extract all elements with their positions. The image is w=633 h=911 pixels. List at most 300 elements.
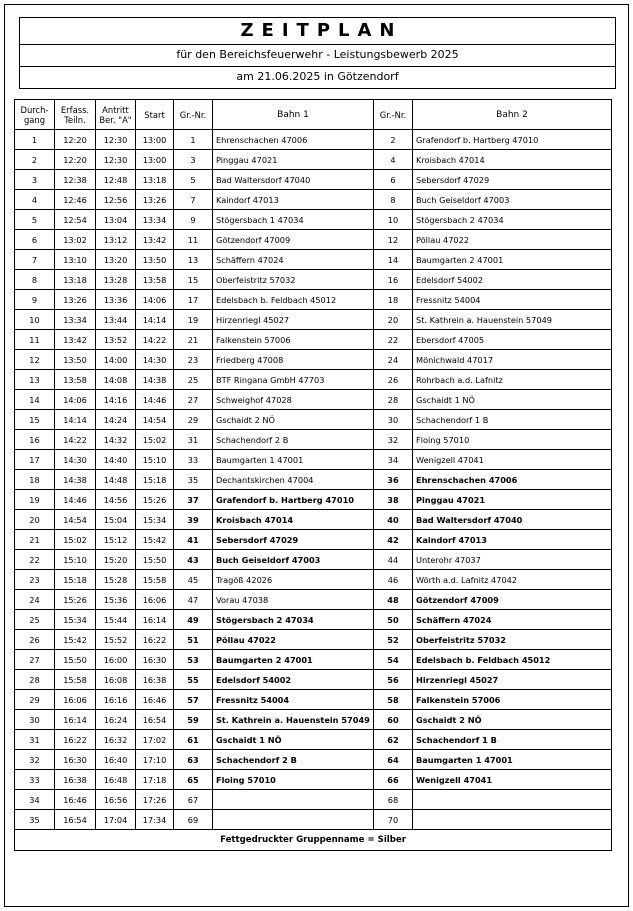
bahn-1-team-cell: BTF Ringana GmbH 47703 — [213, 370, 374, 390]
group-number-2-cell: 62 — [374, 730, 413, 750]
group-number-1-cell: 65 — [174, 770, 213, 790]
bahn-1-team-cell: Edelsdorf 54002 — [213, 670, 374, 690]
erfass-cell: 16:38 — [55, 770, 96, 790]
start-cell: 16:22 — [136, 630, 174, 650]
group-number-2-cell: 58 — [374, 690, 413, 710]
col-header-durchgang: Durch-gang — [15, 100, 55, 130]
erfass-cell: 15:18 — [55, 570, 96, 590]
table-row — [15, 490, 612, 510]
durchgang-cell: 23 — [15, 570, 55, 590]
erfass-cell: 15:26 — [55, 590, 96, 610]
erfass-cell: 14:46 — [55, 490, 96, 510]
group-number-2-cell: 22 — [374, 330, 413, 350]
start-cell: 15:42 — [136, 530, 174, 550]
antritt-cell: 12:48 — [96, 170, 136, 190]
bahn-1-team-cell: Sebersdorf 47029 — [213, 530, 374, 550]
group-number-1-cell: 47 — [174, 590, 213, 610]
erfass-cell: 12:20 — [55, 130, 96, 150]
erfass-cell: 16:06 — [55, 690, 96, 710]
erfass-cell: 12:20 — [55, 150, 96, 170]
start-cell: 14:38 — [136, 370, 174, 390]
group-number-1-cell: 3 — [174, 150, 213, 170]
table-row — [15, 510, 612, 530]
bahn-1-team-cell: Tragöß 42026 — [213, 570, 374, 590]
table-row — [15, 270, 612, 290]
group-number-2-cell: 8 — [374, 190, 413, 210]
group-number-1-cell: 41 — [174, 530, 213, 550]
antritt-cell: 14:56 — [96, 490, 136, 510]
bahn-2-team-cell — [413, 810, 612, 830]
durchgang-cell: 18 — [15, 470, 55, 490]
durchgang-cell: 31 — [15, 730, 55, 750]
table-row — [15, 150, 612, 170]
group-number-2-cell: 44 — [374, 550, 413, 570]
durchgang-cell: 27 — [15, 650, 55, 670]
col-header-gr-nr-1: Gr.-Nr. — [174, 100, 213, 130]
bahn-2-team-cell: Oberfeistritz 57032 — [413, 630, 612, 650]
antritt-cell: 16:32 — [96, 730, 136, 750]
group-number-1-cell: 27 — [174, 390, 213, 410]
group-number-1-cell: 21 — [174, 330, 213, 350]
start-cell: 13:26 — [136, 190, 174, 210]
group-number-2-cell: 24 — [374, 350, 413, 370]
group-number-2-cell: 4 — [374, 150, 413, 170]
group-number-1-cell: 35 — [174, 470, 213, 490]
group-number-2-cell: 18 — [374, 290, 413, 310]
bahn-2-team-cell: Rohrbach a.d. Lafnitz — [413, 370, 612, 390]
group-number-2-cell: 28 — [374, 390, 413, 410]
group-number-2-cell: 6 — [374, 170, 413, 190]
durchgang-cell: 29 — [15, 690, 55, 710]
start-cell: 13:50 — [136, 250, 174, 270]
table-row — [15, 210, 612, 230]
bahn-2-team-cell: Buch Geiseldorf 47003 — [413, 190, 612, 210]
erfass-cell: 16:22 — [55, 730, 96, 750]
start-cell: 16:54 — [136, 710, 174, 730]
group-number-1-cell: 57 — [174, 690, 213, 710]
table-row — [15, 470, 612, 490]
antritt-cell: 16:48 — [96, 770, 136, 790]
durchgang-cell: 10 — [15, 310, 55, 330]
erfass-cell: 13:34 — [55, 310, 96, 330]
start-cell: 15:10 — [136, 450, 174, 470]
antritt-cell: 17:04 — [96, 810, 136, 830]
group-number-1-cell: 69 — [174, 810, 213, 830]
bahn-2-team-cell: Edelsbach b. Feldbach 45012 — [413, 650, 612, 670]
group-number-1-cell: 55 — [174, 670, 213, 690]
table-row — [15, 350, 612, 370]
antritt-cell: 14:16 — [96, 390, 136, 410]
erfass-cell: 14:22 — [55, 430, 96, 450]
bahn-2-team-cell: Pinggau 47021 — [413, 490, 612, 510]
erfass-cell: 12:38 — [55, 170, 96, 190]
start-cell: 13:42 — [136, 230, 174, 250]
erfass-cell: 15:42 — [55, 630, 96, 650]
group-number-2-cell: 64 — [374, 750, 413, 770]
antritt-cell: 14:24 — [96, 410, 136, 430]
table-row — [15, 650, 612, 670]
erfass-cell: 13:58 — [55, 370, 96, 390]
group-number-1-cell: 1 — [174, 130, 213, 150]
antritt-cell: 13:52 — [96, 330, 136, 350]
group-number-2-cell: 46 — [374, 570, 413, 590]
erfass-cell: 13:10 — [55, 250, 96, 270]
durchgang-cell: 7 — [15, 250, 55, 270]
group-number-1-cell: 43 — [174, 550, 213, 570]
antritt-cell: 15:12 — [96, 530, 136, 550]
bahn-1-team-cell: Kaindorf 47013 — [213, 190, 374, 210]
erfass-cell: 14:38 — [55, 470, 96, 490]
antritt-cell: 13:20 — [96, 250, 136, 270]
table-row — [15, 630, 612, 650]
durchgang-cell: 32 — [15, 750, 55, 770]
col-header-start: Start — [136, 100, 174, 130]
bahn-2-team-cell: Ebersdorf 47005 — [413, 330, 612, 350]
group-number-1-cell: 31 — [174, 430, 213, 450]
antritt-cell: 12:56 — [96, 190, 136, 210]
start-cell: 17:02 — [136, 730, 174, 750]
group-number-2-cell: 14 — [374, 250, 413, 270]
bahn-1-team-cell: Pinggau 47021 — [213, 150, 374, 170]
bahn-1-team-cell: Vorau 47038 — [213, 590, 374, 610]
antritt-cell: 14:08 — [96, 370, 136, 390]
bahn-2-team-cell: Götzendorf 47009 — [413, 590, 612, 610]
bahn-2-team-cell: Kaindorf 47013 — [413, 530, 612, 550]
erfass-cell: 14:30 — [55, 450, 96, 470]
table-row — [15, 770, 612, 790]
table-row — [15, 810, 612, 830]
group-number-1-cell: 9 — [174, 210, 213, 230]
table-row — [15, 750, 612, 770]
footer-row — [15, 830, 612, 851]
table-row — [15, 330, 612, 350]
bahn-1-team-cell: Pöllau 47022 — [213, 630, 374, 650]
start-cell: 17:10 — [136, 750, 174, 770]
durchgang-cell: 30 — [15, 710, 55, 730]
bahn-2-team-cell: Unterohr 47037 — [413, 550, 612, 570]
start-cell: 15:58 — [136, 570, 174, 590]
antritt-cell: 15:04 — [96, 510, 136, 530]
antritt-cell: 16:16 — [96, 690, 136, 710]
start-cell: 16:38 — [136, 670, 174, 690]
bahn-2-team-cell: Baumgarten 2 47001 — [413, 250, 612, 270]
start-cell: 17:26 — [136, 790, 174, 810]
antritt-cell: 15:44 — [96, 610, 136, 630]
bahn-1-team-cell: Ehrenschachen 47006 — [213, 130, 374, 150]
table-row — [15, 550, 612, 570]
group-number-1-cell: 17 — [174, 290, 213, 310]
table-row — [15, 370, 612, 390]
durchgang-cell: 20 — [15, 510, 55, 530]
durchgang-cell: 4 — [15, 190, 55, 210]
durchgang-cell: 2 — [15, 150, 55, 170]
bahn-2-team-cell: Gschaidt 1 NÖ — [413, 390, 612, 410]
bahn-1-team-cell: Gschaidt 2 NÖ — [213, 410, 374, 430]
group-number-2-cell: 20 — [374, 310, 413, 330]
start-cell: 15:26 — [136, 490, 174, 510]
bahn-1-team-cell: Edelsbach b. Feldbach 45012 — [213, 290, 374, 310]
bahn-1-team-cell: Floing 57010 — [213, 770, 374, 790]
group-number-2-cell: 26 — [374, 370, 413, 390]
group-number-2-cell: 54 — [374, 650, 413, 670]
durchgang-cell: 8 — [15, 270, 55, 290]
group-number-1-cell: 61 — [174, 730, 213, 750]
start-cell: 16:46 — [136, 690, 174, 710]
erfass-cell: 14:54 — [55, 510, 96, 530]
bahn-2-team-cell: Stögersbach 2 47034 — [413, 210, 612, 230]
table-row — [15, 710, 612, 730]
erfass-cell: 12:46 — [55, 190, 96, 210]
start-cell: 17:34 — [136, 810, 174, 830]
col-header-antritt: Antritt Ber. "A" — [96, 100, 136, 130]
bahn-2-team-cell: Schäffern 47024 — [413, 610, 612, 630]
table-row — [15, 790, 612, 810]
durchgang-cell: 34 — [15, 790, 55, 810]
antritt-cell: 16:40 — [96, 750, 136, 770]
erfass-cell: 16:54 — [55, 810, 96, 830]
bahn-2-team-cell: Baumgarten 1 47001 — [413, 750, 612, 770]
bahn-1-team-cell: Grafendorf b. Hartberg 47010 — [213, 490, 374, 510]
table-row — [15, 670, 612, 690]
start-cell: 14:30 — [136, 350, 174, 370]
col-header-erfass: Erfass. Teiln. — [55, 100, 96, 130]
table-row — [15, 590, 612, 610]
erfass-cell: 16:14 — [55, 710, 96, 730]
durchgang-cell: 3 — [15, 170, 55, 190]
table-row — [15, 410, 612, 430]
group-number-2-cell: 34 — [374, 450, 413, 470]
bahn-1-team-cell: Schäffern 47024 — [213, 250, 374, 270]
group-number-2-cell: 48 — [374, 590, 413, 610]
erfass-cell: 16:46 — [55, 790, 96, 810]
antritt-cell: 15:20 — [96, 550, 136, 570]
page-subtitle: für den Bereichsfeuerwehr - Leistungsbewerb 2025 — [19, 45, 616, 67]
durchgang-cell: 5 — [15, 210, 55, 230]
bahn-1-team-cell: Kroisbach 47014 — [213, 510, 374, 530]
bahn-2-team-cell: Floing 57010 — [413, 430, 612, 450]
group-number-1-cell: 53 — [174, 650, 213, 670]
bahn-2-team-cell: Ehrenschachen 47006 — [413, 470, 612, 490]
group-number-1-cell: 19 — [174, 310, 213, 330]
table-header-row — [15, 100, 612, 130]
group-number-2-cell: 2 — [374, 130, 413, 150]
bahn-1-team-cell: Buch Geiseldorf 47003 — [213, 550, 374, 570]
group-number-2-cell: 16 — [374, 270, 413, 290]
bahn-2-team-cell: Fressnitz 54004 — [413, 290, 612, 310]
durchgang-cell: 9 — [15, 290, 55, 310]
table-row — [15, 390, 612, 410]
table-row — [15, 170, 612, 190]
start-cell: 13:18 — [136, 170, 174, 190]
group-number-1-cell: 33 — [174, 450, 213, 470]
table-row — [15, 530, 612, 550]
bahn-1-team-cell: Gschaidt 1 NÖ — [213, 730, 374, 750]
table-row — [15, 570, 612, 590]
group-number-1-cell: 13 — [174, 250, 213, 270]
group-number-1-cell: 67 — [174, 790, 213, 810]
bahn-1-team-cell: Hirzenriegl 45027 — [213, 310, 374, 330]
group-number-1-cell: 25 — [174, 370, 213, 390]
erfass-cell: 12:54 — [55, 210, 96, 230]
start-cell: 14:22 — [136, 330, 174, 350]
erfass-cell: 16:30 — [55, 750, 96, 770]
bahn-1-team-cell: Fressnitz 54004 — [213, 690, 374, 710]
start-cell: 16:30 — [136, 650, 174, 670]
durchgang-cell: 21 — [15, 530, 55, 550]
bahn-1-team-cell: Schachendorf 2 B — [213, 430, 374, 450]
erfass-cell: 15:02 — [55, 530, 96, 550]
bahn-2-team-cell: Sebersdorf 47029 — [413, 170, 612, 190]
group-number-2-cell: 66 — [374, 770, 413, 790]
bahn-2-team-cell: Wörth a.d. Lafnitz 47042 — [413, 570, 612, 590]
durchgang-cell: 26 — [15, 630, 55, 650]
start-cell: 17:18 — [136, 770, 174, 790]
start-cell: 14:14 — [136, 310, 174, 330]
antritt-cell: 13:44 — [96, 310, 136, 330]
bahn-1-team-cell: Friedberg 47008 — [213, 350, 374, 370]
antritt-cell: 12:30 — [96, 130, 136, 150]
group-number-2-cell: 52 — [374, 630, 413, 650]
group-number-1-cell: 23 — [174, 350, 213, 370]
bahn-2-team-cell: Mönichwald 47017 — [413, 350, 612, 370]
antritt-cell: 16:08 — [96, 670, 136, 690]
antritt-cell: 15:36 — [96, 590, 136, 610]
group-number-1-cell: 39 — [174, 510, 213, 530]
durchgang-cell: 24 — [15, 590, 55, 610]
group-number-1-cell: 45 — [174, 570, 213, 590]
group-number-1-cell: 59 — [174, 710, 213, 730]
start-cell: 14:46 — [136, 390, 174, 410]
group-number-1-cell: 63 — [174, 750, 213, 770]
bahn-1-team-cell: Falkenstein 57006 — [213, 330, 374, 350]
bahn-1-team-cell: Stögersbach 1 47034 — [213, 210, 374, 230]
erfass-cell: 13:42 — [55, 330, 96, 350]
erfass-cell: 13:02 — [55, 230, 96, 250]
start-cell: 16:06 — [136, 590, 174, 610]
start-cell: 13:34 — [136, 210, 174, 230]
page-title: ZEITPLAN — [19, 17, 616, 45]
erfass-cell: 15:10 — [55, 550, 96, 570]
group-number-1-cell: 11 — [174, 230, 213, 250]
antritt-cell: 14:32 — [96, 430, 136, 450]
group-number-1-cell: 49 — [174, 610, 213, 630]
start-cell: 13:00 — [136, 150, 174, 170]
erfass-cell: 14:14 — [55, 410, 96, 430]
bahn-1-team-cell: Götzendorf 47009 — [213, 230, 374, 250]
durchgang-cell: 12 — [15, 350, 55, 370]
group-number-1-cell: 5 — [174, 170, 213, 190]
durchgang-cell: 25 — [15, 610, 55, 630]
table-row — [15, 230, 612, 250]
group-number-2-cell: 60 — [374, 710, 413, 730]
legend-note: Fettgedruckter Gruppenname = Silber — [15, 830, 612, 851]
start-cell: 15:34 — [136, 510, 174, 530]
antritt-cell: 13:12 — [96, 230, 136, 250]
antritt-cell: 16:00 — [96, 650, 136, 670]
bahn-2-team-cell — [413, 790, 612, 810]
bahn-2-team-cell: Gschaidt 2 NÖ — [413, 710, 612, 730]
durchgang-cell: 15 — [15, 410, 55, 430]
erfass-cell: 14:06 — [55, 390, 96, 410]
group-number-2-cell: 40 — [374, 510, 413, 530]
group-number-2-cell: 32 — [374, 430, 413, 450]
bahn-1-team-cell: Dechantskirchen 47004 — [213, 470, 374, 490]
group-number-1-cell: 29 — [174, 410, 213, 430]
group-number-2-cell: 38 — [374, 490, 413, 510]
table-row — [15, 610, 612, 630]
table-row — [15, 190, 612, 210]
bahn-1-team-cell: Schachendorf 2 B — [213, 750, 374, 770]
group-number-2-cell: 10 — [374, 210, 413, 230]
start-cell: 14:06 — [136, 290, 174, 310]
start-cell: 13:58 — [136, 270, 174, 290]
antritt-cell: 14:40 — [96, 450, 136, 470]
antritt-cell: 14:00 — [96, 350, 136, 370]
start-cell: 15:18 — [136, 470, 174, 490]
bahn-2-team-cell: Edelsdorf 54002 — [413, 270, 612, 290]
group-number-1-cell: 51 — [174, 630, 213, 650]
bahn-2-team-cell: Schachendorf 1 B — [413, 410, 612, 430]
durchgang-cell: 13 — [15, 370, 55, 390]
group-number-1-cell: 37 — [174, 490, 213, 510]
group-number-2-cell: 12 — [374, 230, 413, 250]
start-cell: 16:14 — [136, 610, 174, 630]
table-row — [15, 310, 612, 330]
durchgang-cell: 35 — [15, 810, 55, 830]
table-row — [15, 730, 612, 750]
col-header-bahn-2: Bahn 2 — [413, 100, 612, 130]
bahn-1-team-cell: Stögersbach 2 47034 — [213, 610, 374, 630]
durchgang-cell: 22 — [15, 550, 55, 570]
durchgang-cell: 16 — [15, 430, 55, 450]
antritt-cell: 12:30 — [96, 150, 136, 170]
group-number-2-cell: 70 — [374, 810, 413, 830]
durchgang-cell: 11 — [15, 330, 55, 350]
durchgang-cell: 19 — [15, 490, 55, 510]
schedule-body — [15, 130, 612, 830]
start-cell: 15:02 — [136, 430, 174, 450]
group-number-1-cell: 15 — [174, 270, 213, 290]
group-number-1-cell: 7 — [174, 190, 213, 210]
bahn-2-team-cell: Schachendorf 1 B — [413, 730, 612, 750]
bahn-1-team-cell: Schweighof 47028 — [213, 390, 374, 410]
bahn-2-team-cell: Wenigzell 47041 — [413, 770, 612, 790]
group-number-2-cell: 50 — [374, 610, 413, 630]
table-row — [15, 290, 612, 310]
start-cell: 15:50 — [136, 550, 174, 570]
bahn-1-team-cell: Baumgarten 2 47001 — [213, 650, 374, 670]
col-header-gr-nr-2: Gr.-Nr. — [374, 100, 413, 130]
antritt-cell: 13:28 — [96, 270, 136, 290]
group-number-2-cell: 42 — [374, 530, 413, 550]
erfass-cell: 15:58 — [55, 670, 96, 690]
antritt-cell: 15:28 — [96, 570, 136, 590]
schedule-table — [14, 99, 612, 851]
bahn-2-team-cell: Hirzenriegl 45027 — [413, 670, 612, 690]
bahn-2-team-cell: Bad Waltersdorf 47040 — [413, 510, 612, 530]
bahn-2-team-cell: Falkenstein 57006 — [413, 690, 612, 710]
bahn-2-team-cell: Kroisbach 47014 — [413, 150, 612, 170]
start-cell: 13:00 — [136, 130, 174, 150]
bahn-2-team-cell: Wenigzell 47041 — [413, 450, 612, 470]
antritt-cell: 13:04 — [96, 210, 136, 230]
antritt-cell: 16:24 — [96, 710, 136, 730]
group-number-2-cell: 30 — [374, 410, 413, 430]
erfass-cell: 13:50 — [55, 350, 96, 370]
antritt-cell: 14:48 — [96, 470, 136, 490]
durchgang-cell: 6 — [15, 230, 55, 250]
bahn-2-team-cell: St. Kathrein a. Hauenstein 57049 — [413, 310, 612, 330]
